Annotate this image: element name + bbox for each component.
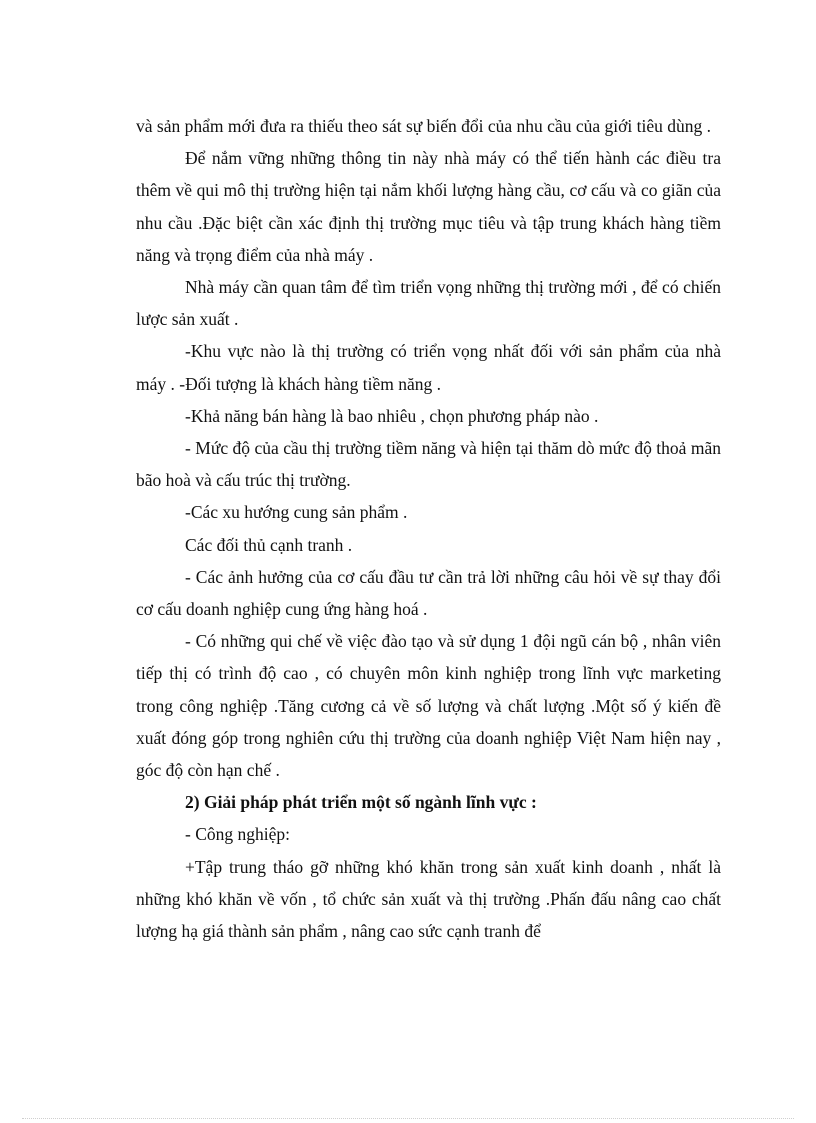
sub-item-industry: - Công nghiệp:: [185, 824, 290, 845]
paragraph-new-markets: Nhà máy cần quan tâm để tìm triển vọng những thị trường mới , để có chiến lược sản xuất .: [136, 277, 721, 330]
paragraph-market-research: Để nắm vững những thông tin này nhà máy có thể tiến hành các điều tra thêm về qui mô thị trường hiện tại nắm khối lượng hàng cầu, cơ cấu và co giãn của nhu cầu .Đặc biệt cần xác định thị trường mục tiêu và tập trung khách hàng tiềm năng và trọng điểm của nhà máy .: [136, 148, 721, 265]
list-item-sales-capacity: -Khả năng bán hàng là bao nhiêu , chọn phương pháp nào .: [185, 405, 599, 426]
section-heading: 2) Giải pháp phát triển một số ngành lĩnh vực :: [185, 792, 537, 813]
page-bottom-divider: [22, 1118, 794, 1119]
list-item-region: -Khu vực nào là thị trường có triển vọng nhất đối với sản phẩm của nhà máy . -Đối tượng là khách hàng tiềm năng .: [136, 341, 721, 394]
list-item-competitors: Các đối thủ cạnh tranh .: [185, 534, 353, 555]
list-item-supply-trends: -Các xu hướng cung sản phẩm .: [185, 502, 408, 523]
body-text: [136, 110, 721, 947]
paragraph-continuation: và sản phẩm mới đưa ra thiếu theo sát sự biến đổi của nhu cầu của giới tiêu dùng .: [136, 116, 711, 136]
list-item-demand-level: - Mức độ của cầu thị trường tiềm năng và hiện tại thăm dò mức độ thoả mãn bão hoà và cấu trúc thị trường.: [136, 438, 721, 491]
list-item-staff-training: - Có những qui chế về việc đào tạo và sử dụng 1 đội ngũ cán bộ , nhân viên tiếp thị có trình độ cao , có chuyên môn kinh nghiệp trong lĩnh vực marketing trong công nghiệp .Tăng cương cả về số lượng và chất lượng .Một số ý kiến đề xuất đóng góp trong nghiên cứu thị trường của doanh nghiệp Việt Nam hiện nay , góc độ còn hạn chế .: [136, 631, 721, 781]
list-item-investment-structure: - Các ảnh hưởng của cơ cấu đầu tư cần trả lời những câu hỏi về sự thay đổi cơ cấu doanh nghiệp cung ứng hàng hoá .: [136, 566, 721, 620]
paragraph-industry-measures: +Tập trung tháo gỡ những khó khăn trong sản xuất kinh doanh , nhất là những khó khăn về vốn , tổ chức sản xuất và thị trường .Phấn đấu nâng cao chất lượng hạ giá thành sản phẩm , nâng cao sức cạnh tranh để: [136, 856, 721, 942]
